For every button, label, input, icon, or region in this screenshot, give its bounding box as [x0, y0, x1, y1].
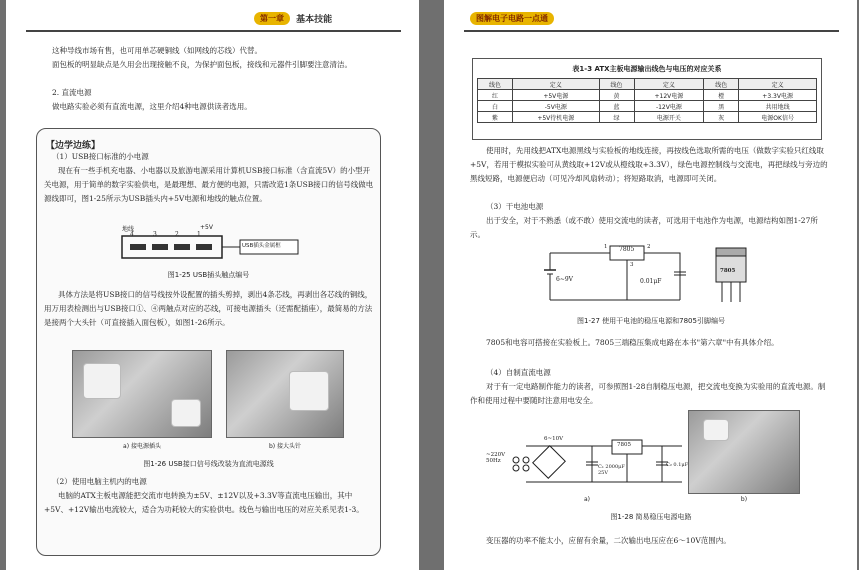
- table-cell: -12V电源: [634, 101, 704, 112]
- left-page: [6, 0, 419, 570]
- fig128-c2-label: C₂ 0.1μF: [666, 462, 689, 468]
- fig128-secondary-label: 6~10V: [544, 436, 564, 442]
- right-para-4: 对于有一定电路制作能力的读者，可参照图1-28自制稳压电源，把交流电变换为实验用的直流电源。制作和使用过程中要随时注意用电安全。: [470, 382, 826, 405]
- table-cell: -5V电源: [513, 101, 599, 112]
- figure-1-27-caption: 图1-27 使用干电池的稳压电源和7805引脚编号: [577, 317, 725, 325]
- figure-1-26-caption: 图1-26 USB接口信号线改装为直流电源线: [143, 460, 274, 468]
- fig127-package-label: 7805: [720, 268, 736, 274]
- table-cell: +12V电源: [634, 90, 704, 101]
- section-dc-power: 2. 直流电源: [52, 88, 92, 97]
- usb-pin-2: 2: [175, 231, 179, 238]
- fig127-pin1: 1: [604, 244, 608, 250]
- left-para-3: 做电路实验必须有直流电源，这里介绍4种电源供读者选用。: [52, 102, 252, 111]
- left-header-rule: [26, 30, 401, 32]
- photo-b-label: b) 接大头针: [268, 443, 302, 450]
- right-header-rule: [464, 30, 839, 32]
- fig127-cap-label: 0.01μF: [640, 278, 662, 285]
- table-head-cell: 线色: [704, 79, 739, 90]
- atx-color-table: [477, 78, 817, 123]
- fig127-pin2: 2: [647, 244, 651, 250]
- table-row: [478, 101, 817, 112]
- table-cell: +5V电源: [513, 90, 599, 101]
- chapter-pill: 第一章: [254, 12, 290, 25]
- usb-pin-3: 3: [153, 231, 157, 238]
- left-para-4: 现在有一些手机充电器、小电器以及旅游电源采用计算机USB接口标准（含直流5V）的小型开关电源，用于简单的数字实验供电，是最理想、最方便的电源，只需改造1条USB接口的信号线做电源线即可，图1-25所示为USB插头内+5V电源和地线的触点位置。: [44, 166, 374, 203]
- practice-box-title: 【边学边练】: [46, 141, 101, 151]
- table-cell: 共用地线: [739, 101, 817, 112]
- usb-plus5v-label: +5V: [200, 224, 213, 231]
- fig128-b-label: b): [740, 496, 748, 503]
- table-cell: 紫: [478, 112, 513, 123]
- table-head-cell: 定义: [513, 79, 599, 90]
- left-para-2: 面包板的明显缺点是久用会出现接触不良，为保护面包板，接线和元器件引脚要注意清洁。: [52, 60, 352, 69]
- usb-subheading: （1）USB接口标准的小电源: [52, 152, 149, 161]
- battery-subheading: （3）干电池电源: [486, 202, 544, 211]
- usb-pin-4: 4: [130, 231, 134, 238]
- right-header: [470, 12, 554, 28]
- table-cell: 绿: [599, 112, 634, 123]
- figure-1-25-caption: 图1-25 USB插头触点编号: [167, 271, 250, 279]
- table-cell: +3.3V电源: [739, 90, 817, 101]
- left-para-5: 具体方法是将USB接口的信号线按外设配置的插头剪掉，剥出4条芯线，再剥出各芯线的铜线，用万用表检测出与USB接口①、④两触点对应的芯线，可接电源插头（还需配插座），最简易的方法是接两个大头针（可直接插入面包板），如图1-26所示。: [44, 290, 373, 327]
- book-title-pill: 图解电子电路一点通: [470, 12, 554, 25]
- usb-frame-callout: USB插头金属框: [242, 243, 281, 249]
- fig127-reg-label: 7805: [619, 246, 635, 253]
- right-para-3: 7805和电容可搭接在实验板上。7805三端稳压集成电路在本书"第六章"中有具体介绍。: [486, 338, 779, 347]
- table-cell: 电源开关: [634, 112, 704, 123]
- table-row: [478, 112, 817, 123]
- left-para-6: 电脑的ATX主板电源能把交流市电转换为±5V、±12V以及+3.3V等直流电压输出，其中+5V、+12V输出电流较大，适合为功耗较大的实验供电。线色与输出电压的对应关系见表1-3。: [44, 491, 364, 514]
- table-cell: 黑: [704, 101, 739, 112]
- table-head-cell: 定义: [634, 79, 704, 90]
- table-header-row: [478, 79, 817, 90]
- photo-a-label: a) 接电源插头: [123, 443, 161, 450]
- table-cell: 白: [478, 101, 513, 112]
- fig128-ac-label: ~220V 50Hz: [486, 452, 506, 464]
- fig128-reg-label: 7805: [617, 442, 631, 448]
- photo-diy-power-supply: [688, 410, 800, 494]
- table-cell: 电源OK信号: [739, 112, 817, 123]
- usb-ground-label: 地线: [122, 226, 135, 233]
- right-page: [444, 0, 857, 570]
- fig128-a-label: a): [583, 496, 591, 503]
- fig128-c1-label: C₁ 2000μF 25V: [598, 464, 625, 476]
- table-cell: 灰: [704, 112, 739, 123]
- right-para-1: 使用时，先用线把ATX电源黑线与实验板的地线连接，再按线色选取所需的电压（做数字实验只红线取+5V，若用于模拟实验可从黄线取+12V或从橙线取+3.3V），绿色电源控制线与交流电，再把绿线与旁边的黑线短路，电源便启动（可见冷却风扇转动）；将短路取消，电源即可关闭。: [470, 146, 828, 183]
- table-row: [478, 90, 817, 101]
- table-head-cell: 线色: [478, 79, 513, 90]
- photo-pins: [226, 350, 344, 438]
- table-cell: 黄: [599, 90, 634, 101]
- right-para-5: 变压器的功率不能太小，应留有余量，二次输出电压应在6～10V范围内。: [486, 536, 731, 545]
- left-para-1: 这种导线市场有售，也可用单芯硬铜线（如网线的芯线）代替。: [52, 46, 262, 55]
- battery-regulator-schematic: [540, 240, 790, 310]
- table-cell: 红: [478, 90, 513, 101]
- diy-subheading: （4）自制直流电源: [486, 368, 551, 377]
- table-cell: 橙: [704, 90, 739, 101]
- table-head-cell: 定义: [739, 79, 817, 90]
- right-para-2: 出于安全，对于不熟悉（或不敢）使用交流电的读者，可选用干电池作为电源，电源结构如图1-27所示。: [470, 216, 818, 239]
- atx-subheading: （2）使用电脑主机内的电源: [52, 477, 147, 486]
- figure-1-28-caption: 图1-28 简易稳压电源电路: [610, 513, 692, 521]
- usb-pin-1: 1: [197, 231, 201, 238]
- fig127-battery-label: 6~9V: [556, 276, 573, 283]
- photo-power-plug: [72, 350, 212, 438]
- table-cell: +5V待机电源: [513, 112, 599, 123]
- chapter-title: 基本技能: [296, 15, 333, 25]
- fig127-pin3: 3: [630, 262, 634, 268]
- table-cell: 蓝: [599, 101, 634, 112]
- table-head-cell: 线色: [599, 79, 634, 90]
- table-1-3-title: 表1-3 ATX主板电源输出线色与电压的对应关系: [572, 65, 722, 73]
- left-header: [254, 12, 332, 28]
